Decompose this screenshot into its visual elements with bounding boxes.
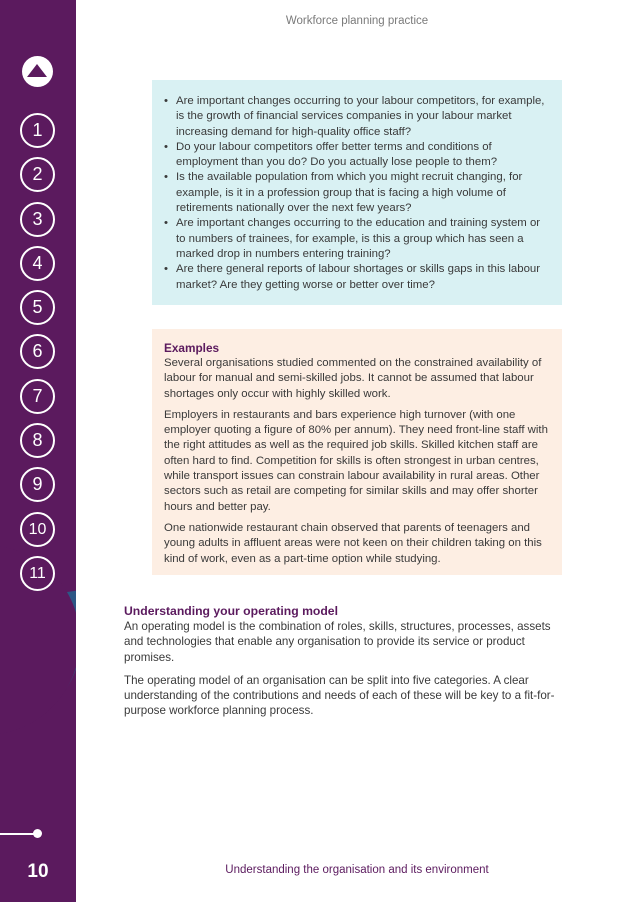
body-paragraph: The operating model of an organisation can be split into five categories. A clear understanding of the contributions and needs of each of these will be key to a fit-for-purpose workforce planning process. — [124, 673, 555, 718]
chapter-sidebar — [0, 0, 76, 902]
chapter-link-10[interactable]: 10 — [20, 512, 55, 547]
chapter-link-5[interactable]: 5 — [20, 290, 55, 325]
chapter-link-7[interactable]: 7 — [20, 379, 55, 414]
examples-box — [152, 329, 562, 575]
running-header: Workforce planning practice — [285, 15, 429, 27]
chapter-link-11[interactable]: 11 — [20, 556, 55, 591]
running-footer[interactable]: Understanding the organisation and its environment — [225, 864, 489, 876]
chapter-link-3[interactable]: 3 — [20, 202, 55, 237]
page-progress-line — [0, 833, 36, 835]
examples-paragraph: One nationwide restaurant chain observed that parents of teenagers and young adults in affluent areas were not keen on their children taking on this kind of work, even as a part-time option while studying. — [164, 521, 542, 565]
list-item: • Are important changes occurring to the education and training system or to numbers of trainees, for example, is this a group which has seen a marked drop in numbers entering training? — [164, 216, 546, 262]
chapter-link-8[interactable]: 8 — [20, 423, 55, 458]
section-heading: Understanding your operating model — [124, 604, 338, 618]
chapter-nav — [20, 113, 56, 600]
questions-box — [152, 80, 562, 305]
list-item: • Are there general reports of labour shortages or skills gaps in this labour market? Are they getting worse or better over time? — [164, 262, 546, 293]
chapter-link-1[interactable]: 1 — [20, 113, 55, 148]
operating-model-section — [124, 604, 570, 727]
list-item: • Is the available population from which you might recruit changing, for example, is it in a profession group that is facing a high volume of retirements nationally over the next few years? — [164, 170, 546, 216]
examples-paragraph: Employers in restaurants and bars experience high turnover (with one employer quoting a figure of 80% per annum). They need front-line staff with the right attitudes as well as the required job skills. Skilled kitchen staff are often hard to find. Competition for skills is often strongest in urban centres, while transport issues can constrain labour availability in rural areas. Other sectors such as retail are competing for similar skills and may offer shorter hours and better pay. — [164, 408, 548, 513]
chapter-link-4[interactable]: 4 — [20, 246, 55, 281]
chapter-link-2[interactable]: 2 — [20, 157, 55, 192]
home-icon[interactable] — [22, 56, 53, 87]
question-list — [164, 94, 546, 293]
chapter-link-9[interactable]: 9 — [20, 467, 55, 502]
triangle-up-icon — [27, 64, 47, 77]
page-progress-dot — [33, 829, 42, 838]
examples-title: Examples — [164, 341, 220, 355]
body-paragraph: An operating model is the combination of roles, skills, structures, processes, assets and technologies that enable any organisation to provide its service or product promises. — [124, 620, 551, 664]
list-item: • Are important changes occurring to your labour competitors, for example, is the growth of financial services companies in your labour market increasing demand for high-quality office staff? — [164, 94, 546, 140]
page-number: 10 — [27, 861, 49, 882]
chapter-link-6[interactable]: 6 — [20, 334, 55, 369]
examples-paragraph: Several organisations studied commented on the constrained availability of labour for manual and semi-skilled jobs. It cannot be assumed that labour shortages only occur with highly skilled work. — [164, 357, 542, 400]
list-item: • Do your labour competitors offer better terms and conditions of employment than you do? Do you actually lose people to them? — [164, 140, 546, 171]
